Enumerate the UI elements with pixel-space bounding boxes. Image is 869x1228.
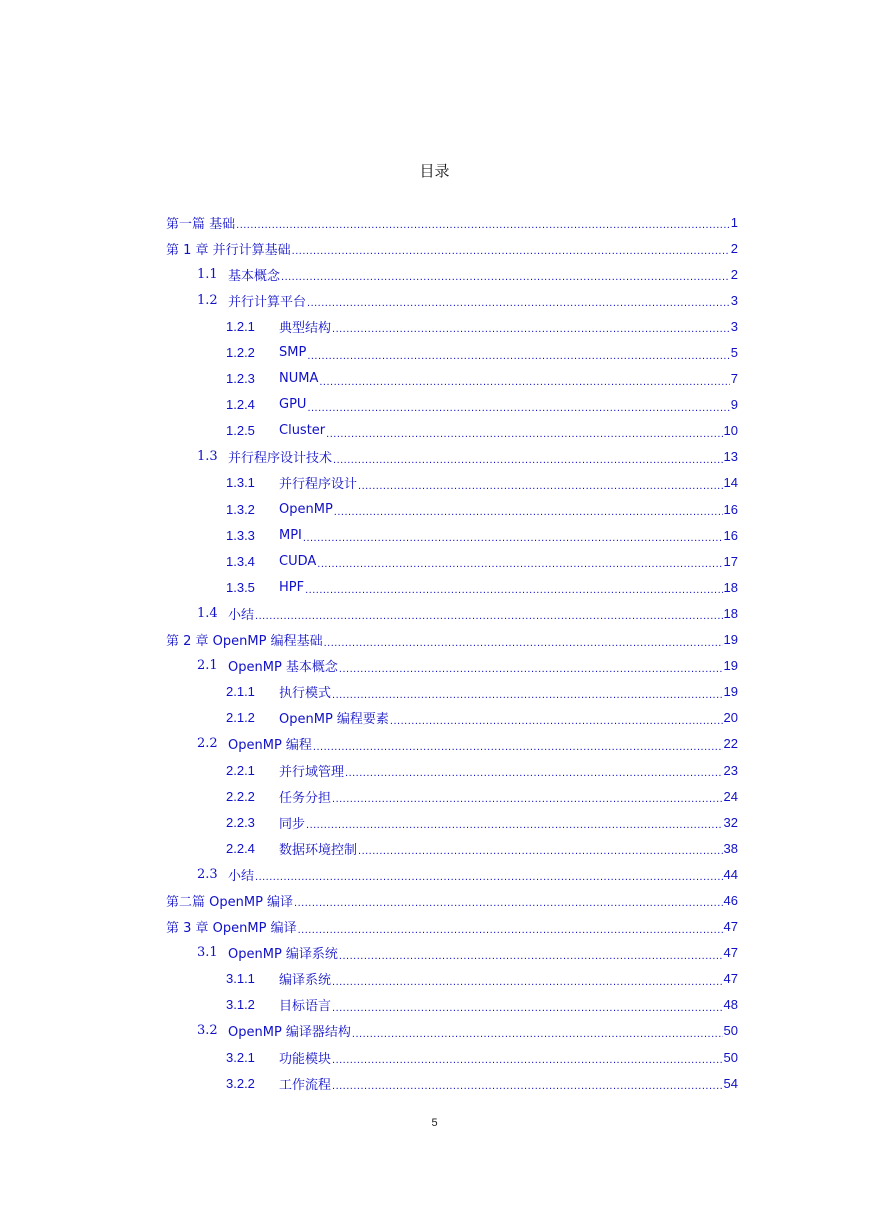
toc-entry[interactable]	[166, 470, 738, 496]
dot-leader	[334, 504, 723, 518]
toc-entry[interactable]	[166, 731, 738, 757]
toc-entry-page: 17	[723, 553, 738, 569]
toc-entry-number: 1.3.3	[226, 527, 255, 543]
dot-leader	[305, 582, 722, 596]
toc-entry[interactable]	[166, 940, 738, 966]
toc-entry-number: 1.2.5	[226, 423, 255, 439]
dot-leader	[294, 895, 722, 909]
toc-entry[interactable]	[166, 992, 738, 1018]
toc-entry[interactable]	[166, 861, 738, 887]
toc-entry[interactable]	[166, 235, 738, 261]
toc-entry[interactable]	[166, 705, 738, 731]
dot-leader	[332, 1000, 723, 1014]
toc-entry-label: 第二篇 OpenMP 编译	[166, 894, 294, 910]
toc-entry-label: OpenMP 编程	[228, 738, 312, 754]
toc-entry-label: 工作流程	[279, 1077, 332, 1093]
toc-entry-number: 2.1	[197, 658, 218, 674]
toc-entry[interactable]	[166, 1070, 738, 1096]
toc-entry-page: 47	[723, 971, 738, 987]
dot-leader	[324, 635, 723, 649]
toc-entry-page: 19	[723, 684, 738, 700]
toc-entry-page: 24	[723, 788, 738, 804]
toc-entry-page: 13	[723, 449, 738, 465]
toc-entry-label: 第一篇 基础	[166, 216, 236, 232]
dot-leader	[298, 922, 723, 936]
dot-leader	[326, 426, 722, 440]
toc-entry-label: NUMA	[279, 371, 319, 387]
toc-entry[interactable]	[166, 966, 738, 992]
toc-entry[interactable]	[166, 627, 738, 653]
dot-leader	[339, 948, 723, 962]
toc-entry-number: 3.2.2	[226, 1075, 255, 1091]
toc-entry-label: OpenMP	[279, 501, 333, 517]
toc-entry[interactable]	[166, 783, 738, 809]
toc-entry-label: 并行程序设计	[279, 477, 358, 493]
toc-entry[interactable]	[166, 835, 738, 861]
toc-entry-page: 32	[723, 814, 738, 830]
toc-entry-page: 50	[723, 1023, 738, 1039]
toc-entry-label: CUDA	[279, 553, 317, 569]
toc-entry[interactable]	[166, 809, 738, 835]
toc-entry-page: 16	[723, 501, 738, 517]
toc-entry[interactable]	[166, 496, 738, 522]
toc-entry-label: 数据环境控制	[279, 842, 358, 858]
toc-entry-label: 并行计算平台	[228, 294, 307, 310]
toc-entry-number: 3.1.1	[226, 971, 255, 987]
toc-entry-number: 1.2.2	[226, 345, 255, 361]
dot-leader	[339, 661, 723, 675]
toc-entry-page: 1	[730, 214, 738, 230]
toc-entry-label: 第 1 章 并行计算基础	[166, 242, 291, 258]
toc-entry-page: 46	[723, 892, 738, 908]
toc-entry-number: 2.3	[197, 866, 218, 882]
toc-entry-number: 1.3	[197, 449, 218, 465]
toc-entry-number: 3.2	[197, 1023, 218, 1039]
toc-entry[interactable]	[166, 914, 738, 940]
dot-leader	[332, 1078, 723, 1092]
toc-entry-page: 5	[730, 345, 738, 361]
toc-entry[interactable]	[166, 548, 738, 574]
toc-entry-number: 1.2.4	[226, 397, 255, 413]
toc-entry[interactable]	[166, 1044, 738, 1070]
toc-entry-page: 38	[723, 840, 738, 856]
toc-entry-number: 2.2.2	[226, 788, 255, 804]
dot-leader	[307, 348, 729, 362]
dot-leader	[332, 974, 723, 988]
toc-entry-page: 16	[723, 527, 738, 543]
toc-entry-label: 小结	[228, 607, 255, 623]
toc-entry-label: 基本概念	[228, 268, 281, 284]
page-title: 目录	[419, 162, 450, 180]
toc-entry-label: OpenMP 编程要素	[279, 712, 389, 728]
toc-entry-page: 10	[723, 423, 738, 439]
toc-entry[interactable]	[166, 1018, 738, 1044]
toc-entry-page: 19	[723, 658, 738, 674]
toc-entry-page: 2	[730, 266, 738, 282]
toc-entry-label: 任务分担	[279, 790, 332, 806]
dot-leader	[313, 739, 723, 753]
dot-leader	[332, 1052, 723, 1066]
toc-entry[interactable]	[166, 653, 738, 679]
toc-entry-number: 1.2	[197, 292, 218, 308]
toc-entry-page: 18	[723, 579, 738, 595]
toc-entry-label: OpenMP 编译器结构	[228, 1025, 351, 1041]
toc-entry-number: 1.3.4	[226, 553, 255, 569]
toc-entry-label: 执行模式	[279, 686, 332, 702]
toc-entry-label: 典型结构	[279, 320, 332, 336]
dot-leader	[306, 817, 723, 831]
toc-entry-page: 7	[730, 371, 738, 387]
toc-entry-number: 3.1	[197, 945, 218, 961]
toc-entry-number: 2.2	[197, 736, 218, 752]
toc-entry-label: 第 3 章 OpenMP 编译	[166, 921, 297, 937]
toc-entry-number: 1.4	[197, 605, 218, 621]
dot-leader	[390, 713, 723, 727]
toc-entry[interactable]	[166, 679, 738, 705]
toc-entry-label: Cluster	[279, 423, 326, 439]
dot-leader	[307, 400, 729, 414]
toc-entry-page: 2	[730, 240, 738, 256]
toc-entry[interactable]	[166, 757, 738, 783]
dot-leader	[333, 452, 723, 466]
toc-entry-page: 14	[723, 475, 738, 491]
toc-entry[interactable]	[166, 574, 738, 600]
toc-entry[interactable]	[166, 418, 738, 444]
toc-entry-number: 3.2.1	[226, 1049, 255, 1065]
toc-entry-label: 并行程序设计技术	[228, 451, 333, 467]
toc-entry-number: 3.1.2	[226, 997, 255, 1013]
toc-entry[interactable]	[166, 392, 738, 418]
toc-entry-label: MPI	[279, 527, 302, 543]
toc-entry-label: HPF	[279, 579, 305, 595]
dot-leader	[292, 243, 730, 257]
toc-entry-label: OpenMP 编译系统	[228, 947, 338, 963]
toc-entry-page: 44	[723, 866, 738, 882]
toc-entry-number: 2.2.4	[226, 840, 255, 856]
dot-leader	[236, 217, 730, 231]
table-of-contents	[166, 209, 738, 1096]
toc-entry-page: 3	[730, 318, 738, 334]
toc-entry-label: 并行域管理	[279, 764, 345, 780]
toc-entry-number: 2.1.1	[226, 684, 255, 700]
toc-entry-page: 47	[723, 919, 738, 935]
dot-leader	[317, 556, 722, 570]
dot-leader	[358, 843, 723, 857]
toc-entry[interactable]	[166, 522, 738, 548]
toc-entry-label: OpenMP 基本概念	[228, 660, 338, 676]
toc-entry[interactable]	[166, 261, 738, 287]
toc-entry[interactable]	[166, 339, 738, 365]
toc-entry-page: 48	[723, 997, 738, 1013]
toc-entry-label: 功能模块	[279, 1051, 332, 1067]
dot-leader	[255, 608, 723, 622]
toc-entry[interactable]	[166, 366, 738, 392]
toc-entry-number: 1.1	[197, 266, 218, 282]
toc-entry-page: 23	[723, 762, 738, 778]
toc-entry-page: 9	[730, 397, 738, 413]
toc-entry-page: 20	[723, 710, 738, 726]
toc-entry-label: SMP	[279, 345, 307, 361]
toc-entry[interactable]	[166, 444, 738, 470]
toc-entry-label: 第 2 章 OpenMP 编程基础	[166, 634, 323, 650]
toc-entry[interactable]	[166, 287, 738, 313]
toc-entry-number: 1.2.3	[226, 371, 255, 387]
toc-entry-page: 47	[723, 945, 738, 961]
toc-entry-number: 1.2.1	[226, 318, 255, 334]
toc-entry-label: GPU	[279, 397, 307, 413]
toc-entry-number: 1.3.1	[226, 475, 255, 491]
dot-leader	[345, 765, 723, 779]
toc-entry[interactable]	[166, 887, 738, 913]
toc-entry[interactable]	[166, 209, 738, 235]
toc-entry-number: 1.3.5	[226, 579, 255, 595]
toc-entry-number: 1.3.2	[226, 501, 255, 517]
dot-leader	[303, 530, 723, 544]
toc-entry-number: 2.1.2	[226, 710, 255, 726]
dot-leader	[281, 269, 730, 283]
dot-leader	[332, 321, 730, 335]
toc-entry-page: 3	[730, 292, 738, 308]
dot-leader	[332, 791, 723, 805]
toc-entry-label: 编译系统	[279, 973, 332, 989]
toc-entry-page: 50	[723, 1049, 738, 1065]
toc-entry-label: 目标语言	[279, 999, 332, 1015]
dot-leader	[352, 1026, 723, 1040]
dot-leader	[307, 295, 730, 309]
toc-entry-page: 18	[723, 605, 738, 621]
dot-leader	[358, 478, 723, 492]
toc-entry-page: 19	[723, 632, 738, 648]
toc-entry-label: 同步	[279, 816, 306, 832]
toc-entry-number: 2.2.3	[226, 814, 255, 830]
dot-leader	[255, 869, 723, 883]
dot-leader	[319, 374, 729, 388]
dot-leader	[332, 687, 723, 701]
page-number: 5	[431, 1117, 438, 1129]
toc-entry[interactable]	[166, 600, 738, 626]
toc-entry-page: 54	[723, 1075, 738, 1091]
toc-entry-label: 小结	[228, 868, 255, 884]
toc-entry-number: 2.2.1	[226, 762, 255, 778]
toc-entry[interactable]	[166, 313, 738, 339]
toc-entry-page: 22	[723, 736, 738, 752]
